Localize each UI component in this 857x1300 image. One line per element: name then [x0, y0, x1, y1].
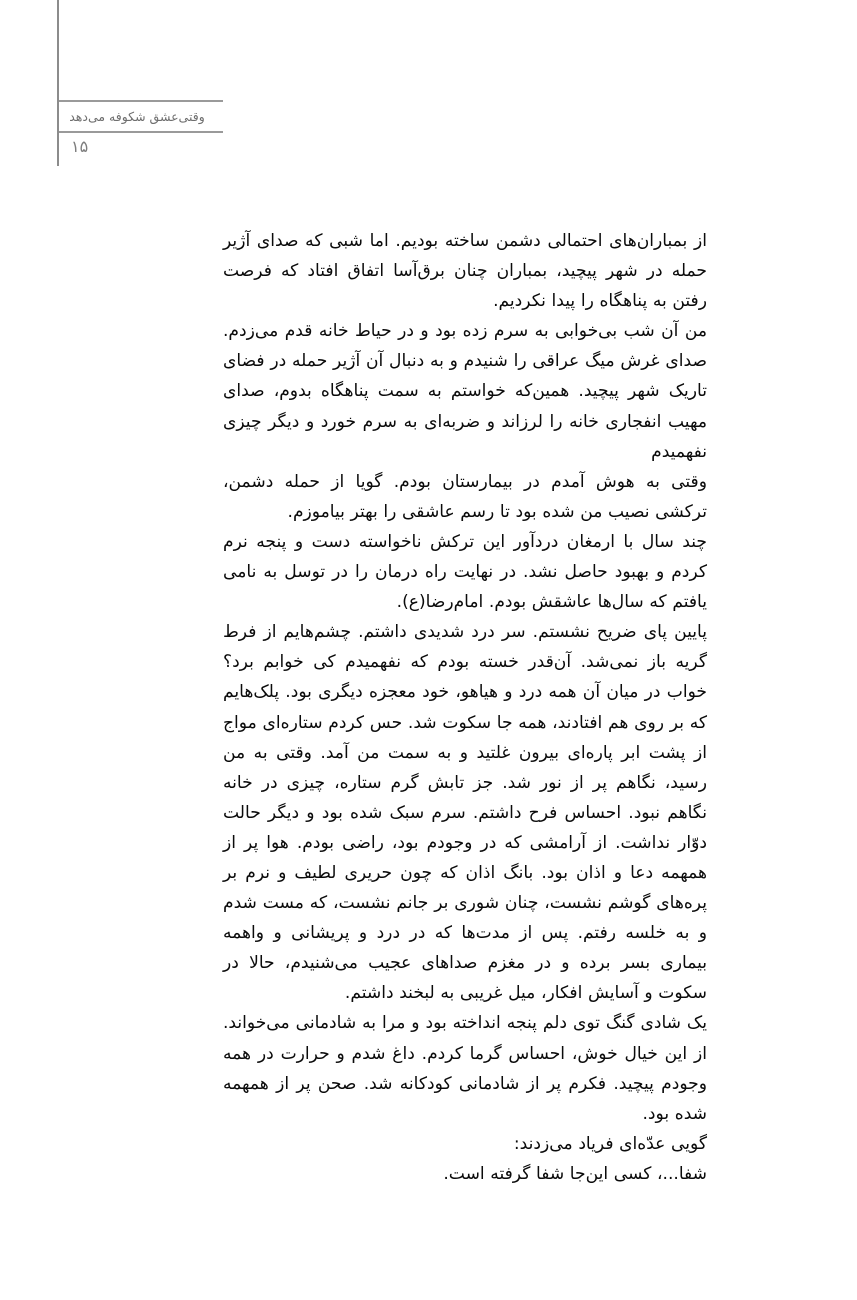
- body-text-column: [223, 226, 707, 1189]
- paragraph: من آن شب بی‌خوابی به سرم زده بود و در حیاط خانه قدم می‌زدم. صدای غرش میگ عراقی را شنیدم و به دنبال آن آژیر حمله در فضای تاریک شهر پیچید. همین‌که خواستم به سمت پناهگاه بدوم، صدای مهیب انفجاری خانه را لرزاند و ضربه‌ای به سرم خورد و دیگر چیزی نفهمیدم: [223, 321, 707, 462]
- paragraph: از بمباران‌های احتمالی دشمن ساخته بودیم. اما شبی که صدای آژیر حمله در شهر پیچید، بمباران چنان برق‌آسا اتفاق افتاد که فرصت رفتن به پناهگاه را پیدا نکردیم.: [223, 231, 707, 312]
- paragraph: وقتی به هوش آمدم در بیمارستان بودم. گویا از حمله دشمن، ترکشی نصیب من شده بود تا رسم عاشقی را بهتر بیاموزم.: [223, 471, 707, 522]
- header-vertical-rule: [57, 0, 59, 166]
- page-number: ۱۵: [71, 137, 89, 156]
- running-head-block: [57, 0, 223, 166]
- paragraph: پایین پای ضریح نشستم. سر درد شدیدی داشتم. چشم‌هایم از فرط گریه باز نمی‌شد. آن‌قدر خسته بودم که نفهمیدم کی خوابم برد؟ خواب در میان آن همه درد و هیاهو، خود معجزه دیگری بود. پلک‌هایم که بر روی هم افتادند، همه جا سکوت شد. حس کردم ستاره‌ای مواج از پشت ابر پاره‌ای بیرون غلتید و به سمت من آمد. وقتی به من رسید، نگاهم پر از نور شد. جز تابش گرم ستاره، چیزی در خانه نگاهم نبود. احساس فرح داشتم. سرم سبک شده بود و دیگر حالت دوّار نداشت. از آرامشی که در وجودم بود، راضی بودم. هوا پر از همهمه دعا و اذان بود. بانگ اذان که چون حریری لطیف و نرم بر پره‌های گوشم نشست، چنان شوری بر جانم نشست، که مست شدم و به خلسه رفتم. پس از مدت‌ها که در درد و پریشانی و واهمه بیماری بسر برده و در مغزم صداهای عجیب می‌شنیدم، حالا در سکوت و آسایش افکار، میل غریبی به لبخند داشتم.: [223, 622, 707, 1004]
- header-rule-top: [59, 100, 223, 102]
- running-title: وقتی‌عشق شکوفه می‌دهد: [69, 109, 205, 124]
- paragraph: یک شادی گنگ توی دلم پنجه انداخته بود و مرا به شادمانی می‌خواند. از این خیال خوش، احساس گرما کردم. داغ شدم و حرارت در همه وجودم پیچید. فکرم پر از شادمانی کودکانه شد. صحن پر از همهمه شده بود.: [223, 1013, 707, 1124]
- paragraph: چند سال با ارمغان دردآور این ترکش ناخواسته دست و پنجه نرم کردم و بهبود حاصل نشد. در نهایت راه درمان را در توسل به نامی یافتم که سال‌ها عاشقش بودم. امام‌رضا(ع).: [223, 531, 707, 613]
- paragraph: گویی عدّه‌ای فریاد می‌زدند:: [513, 1133, 707, 1154]
- header-rule-bottom: [59, 131, 223, 133]
- paragraph: شفا...، کسی این‌جا شفا گرفته است.: [443, 1163, 707, 1184]
